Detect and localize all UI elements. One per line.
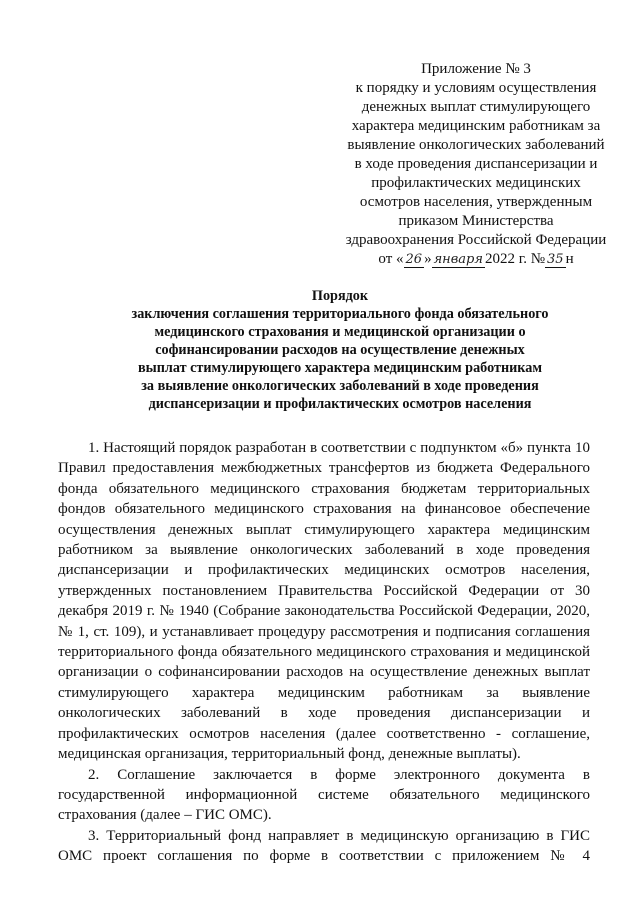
appendix-description: к порядку и условиям осуществления денежных выплат стимулирующего характера медицинским работникам за выявление онкологических заболеваний в ходе проведения диспансеризации и профилактических медицинских осмотров населения, утвержденным приказом Министерства здравоохранения Российской Федерации bbox=[345, 80, 607, 248]
date-suffix: н bbox=[565, 251, 574, 267]
appendix-date-line bbox=[345, 250, 607, 269]
appendix-number: Приложение № 3 bbox=[421, 61, 531, 77]
date-day-handwritten: 26 bbox=[405, 252, 423, 267]
date-mid: » bbox=[424, 251, 432, 267]
order-number-handwritten: 35 bbox=[547, 252, 564, 267]
appendix-header bbox=[345, 60, 607, 269]
paragraph-3: 3. Территориальный фонд направляет в медицинскую организацию в ГИС ОМС проект соглашения по форме в соответствии с приложением № 4 bbox=[58, 827, 590, 865]
document-title bbox=[130, 287, 550, 413]
paragraph-1: 1. Настоящий порядок разработан в соответствии с подпунктом «б» пункта 10 Правил предоставления межбюджетных трансфертов из бюджета Федерального фонда обязательного медицинского страхования бюджетам территориальных фондов обязательного медицинского страхования на финансовое обеспечение осуществления денежных выплат стимулирующего характера медицинским работником за выявление онкологических заболеваний в ходе проведения диспансеризации и профилактических медицинских осмотров населения, утвержденных постановлением Правительства Российской Федерации от 30 декабря 2019 г. № 1940 (Собрание законодательства Российской Федерации, 2020, № 1, ст. 109), и устанавливает процедуру рассмотрения и подписания соглашения территориального фонда обязательного медицинского страхования и медицинской организации о софинансировании расходов на осуществление денежных выплат стимулирующего характера медицинским работникам за выявление онкологических заболеваний в ходе проведения диспансеризации и профилактических осмотров населения (далее соответственно - соглашение, медицинская организация, территориальный фонд, денежные выплаты). bbox=[58, 440, 590, 763]
paragraph-2: 2. Соглашение заключается в форме электронного документа в государственной информационной системе обязательного медицинского страхования (далее – ГИС ОМС). bbox=[58, 766, 590, 824]
title-text: заключения соглашения территориального фонда обязательного медицинского страхования и медицинской организации о софинансировании расходов на осуществление денежных выплат стимулирующего характера медицинским работникам за выявление онкологических заболеваний в ходе проведения диспансеризации и профилактических осмотров населения bbox=[131, 306, 549, 412]
date-year: 2022 г. № bbox=[484, 251, 546, 267]
title-heading: Порядок bbox=[311, 288, 369, 304]
date-month-handwritten: января bbox=[433, 252, 483, 267]
date-prefix: от « bbox=[378, 251, 404, 267]
document-body bbox=[58, 438, 590, 867]
